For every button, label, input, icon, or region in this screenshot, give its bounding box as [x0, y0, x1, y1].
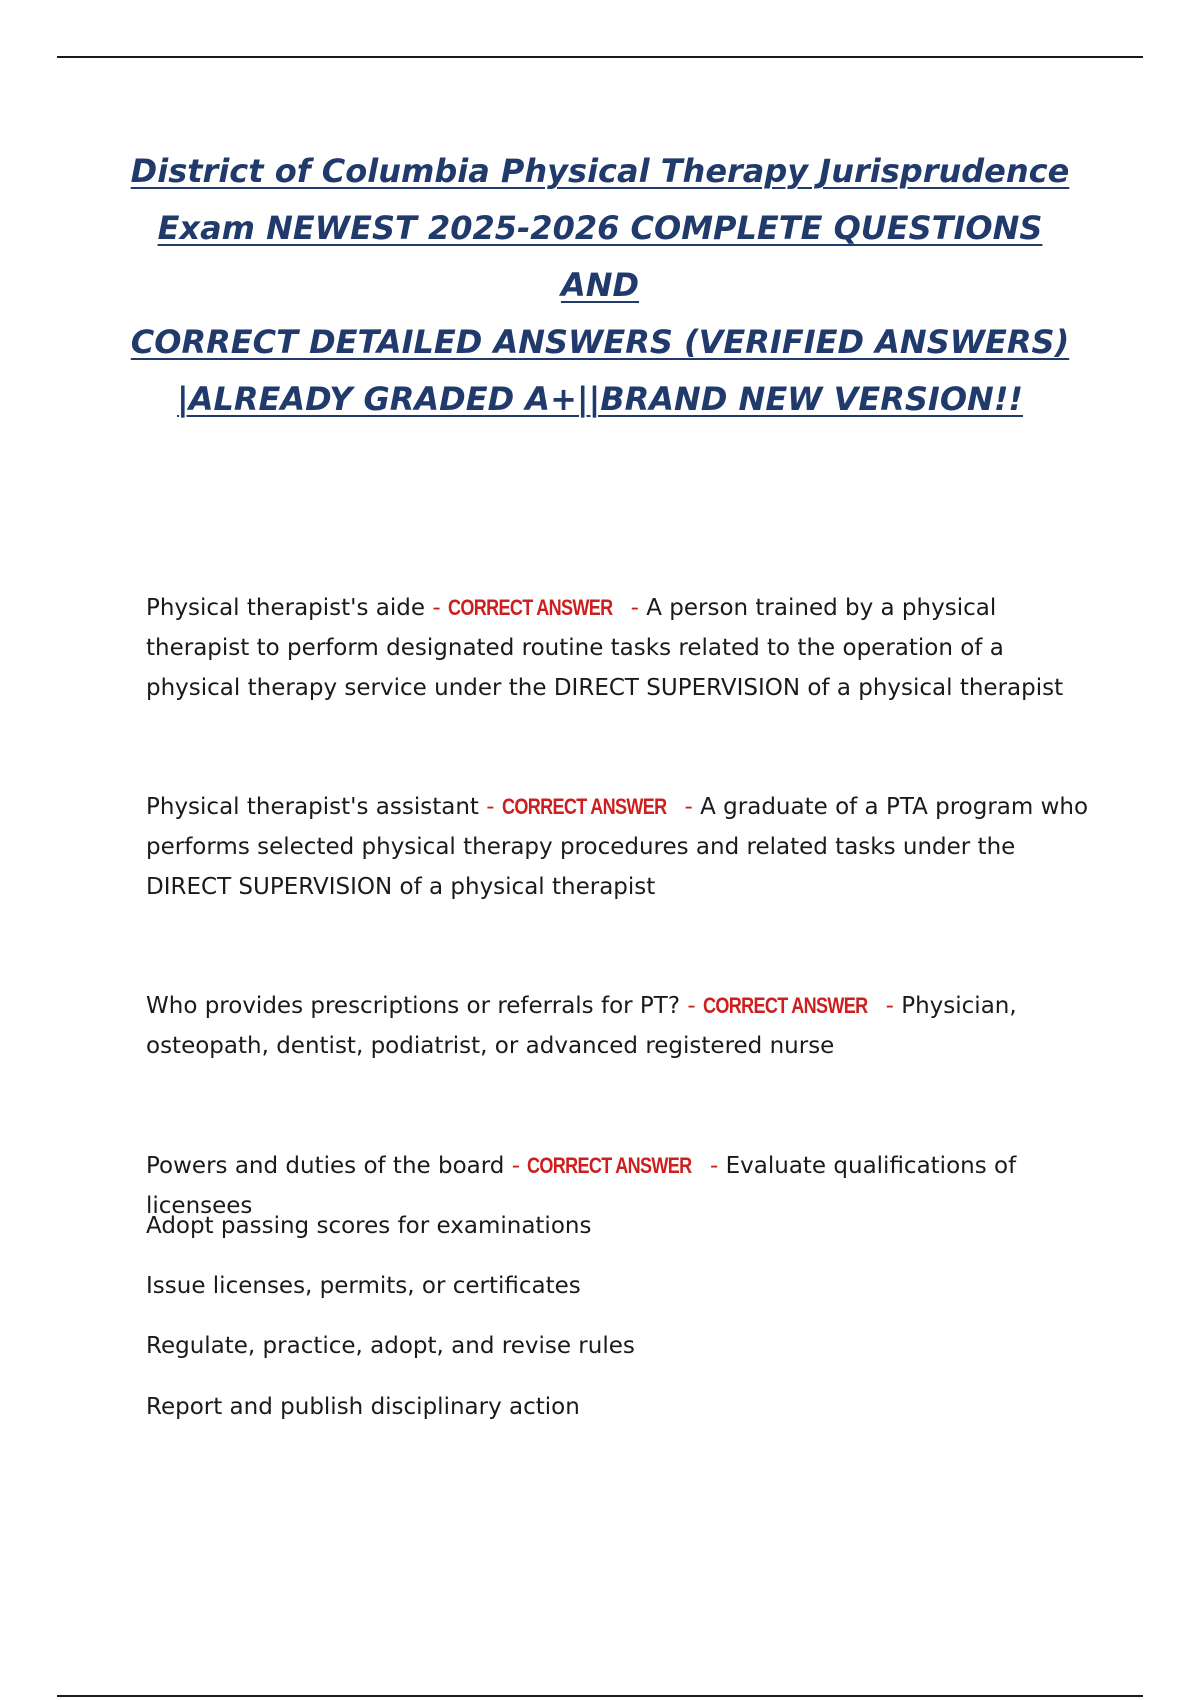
marker-prefix: -	[425, 595, 448, 621]
correct-answer-marker: CORRECT ANSWER	[527, 1153, 692, 1178]
answer-text: A person trained by a physical therapist to perform designated routine tasks related to the operation of a physical therapy service under the DIRECT SUPERVISION of a physical therapist	[146, 595, 1064, 701]
qa-item	[146, 588, 1096, 708]
document-title	[120, 143, 1080, 428]
question-text: Physical therapist's aide	[146, 595, 426, 621]
title-line-1: District of Columbia Physical Therapy Jurisprudence	[130, 152, 1070, 190]
board-duty-item: Adopt passing scores for examinations	[146, 1213, 592, 1239]
correct-answer-marker: CORRECT ANSWER	[447, 595, 613, 620]
question-text: Physical therapist's assistant	[146, 794, 479, 820]
correct-answer-marker: CORRECT ANSWER	[501, 794, 667, 819]
title-line-2: Exam NEWEST 2025-2026 COMPLETE QUESTIONS AND	[157, 209, 1043, 304]
answer-text: Physician, osteopath, dentist, podiatrist, or advanced registered nurse	[146, 993, 1017, 1059]
marker-suffix: -	[885, 993, 902, 1019]
title-line-4: |ALREADY GRADED A+||BRAND NEW VERSION!!	[177, 380, 1023, 418]
answer-text: Evaluate qualifications of licensees	[146, 1153, 1017, 1219]
header-rule	[57, 56, 1143, 58]
title-line	[120, 143, 1080, 428]
qa-item	[146, 787, 1096, 907]
board-duty-item: Report and publish disciplinary action	[146, 1394, 580, 1420]
answer-text: A graduate of a PTA program who performs selected physical therapy procedures and related tasks under the DIRECT SUPERVISION of a physical therapist	[146, 794, 1089, 900]
footer-rule	[57, 1695, 1143, 1697]
board-duty-item: Regulate, practice, adopt, and revise rules	[146, 1333, 635, 1359]
marker-suffix: -	[709, 1153, 726, 1179]
question-text: Powers and duties of the board	[146, 1153, 505, 1179]
marker-prefix: -	[478, 794, 502, 820]
board-duty-item: Issue licenses, permits, or certificates	[146, 1273, 581, 1299]
correct-answer-marker: CORRECT ANSWER	[702, 993, 868, 1018]
marker-suffix: -	[684, 794, 701, 820]
marker-suffix: -	[630, 595, 647, 621]
marker-prefix: -	[504, 1153, 528, 1179]
qa-item	[146, 986, 1096, 1066]
question-text: Who provides prescriptions or referrals for PT?	[146, 993, 681, 1019]
marker-prefix: -	[680, 993, 703, 1019]
title-line-3: CORRECT DETAILED ANSWERS (VERIFIED ANSWERS)	[130, 323, 1070, 361]
